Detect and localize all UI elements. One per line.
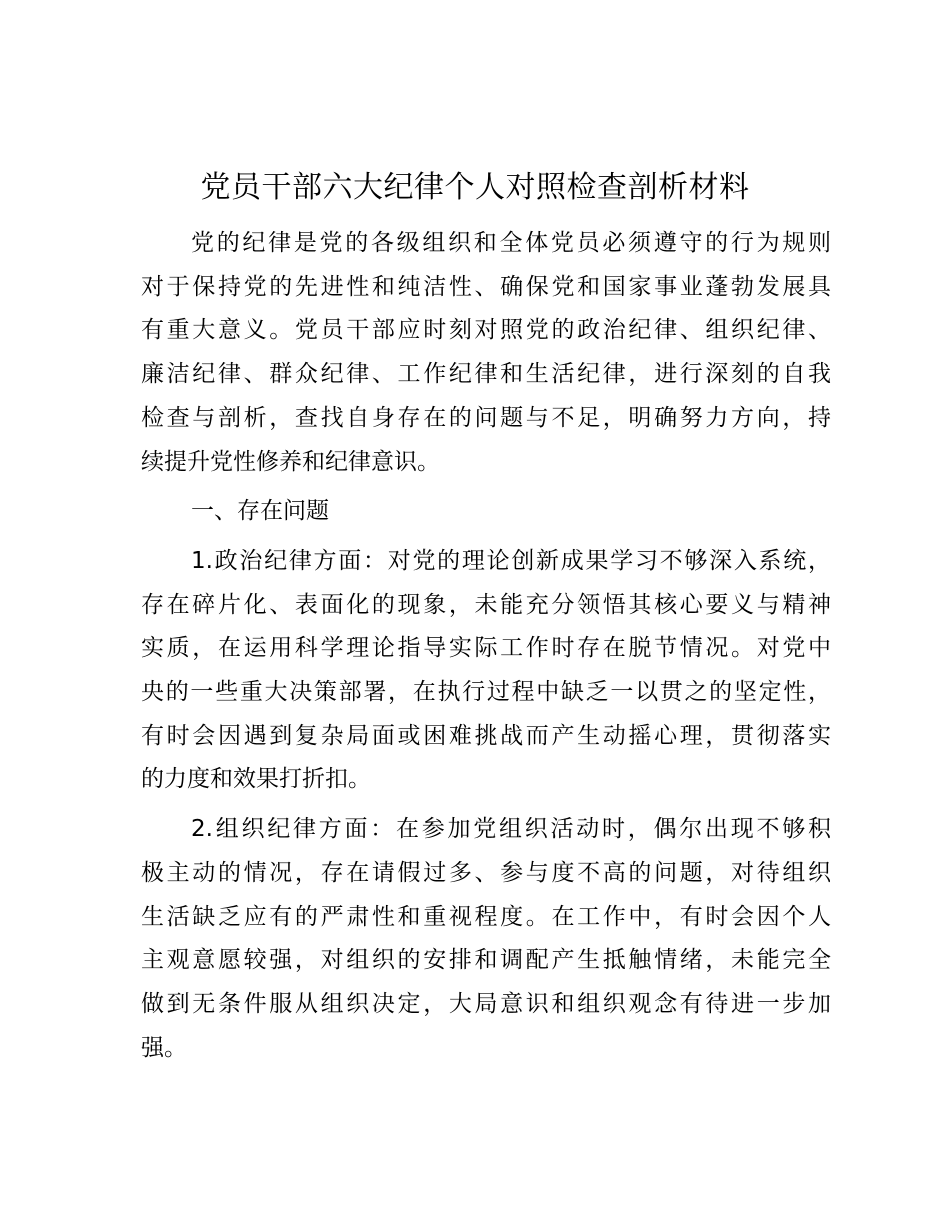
- text-line: 2.组织纪律方面：在参加党组织活动时，偶尔出现不够积: [191, 816, 831, 843]
- text-line: 党的纪律是党的各级组织和全体党员必须遵守的行为规则: [191, 230, 831, 256]
- text-line: 极主动的情况，存在请假过多、参与度不高的问题，对待组织: [141, 859, 831, 886]
- text-line: 存在碎片化、表面化的现象，未能充分领悟其核心要义与精神: [141, 591, 831, 618]
- text-line: 的力度和效果打折扣。: [141, 766, 371, 793]
- section-heading-text: 一、存在问题: [191, 498, 329, 525]
- document-title: 党员干部六大纪律个人对照检查剖析材料: [200, 170, 750, 205]
- organizational-discipline-paragraph: [141, 808, 831, 1070]
- text-line: 做到无条件服从组织决定，大局意识和组织观念有待进一步加: [141, 990, 831, 1017]
- intro-paragraph: [141, 222, 831, 484]
- text-line: 生活缺乏应有的严肃性和重视程度。在工作中，有时会因个人: [141, 903, 831, 930]
- text-line: 有重大意义。党员干部应时刻对照党的政治纪律、组织纪律、: [141, 317, 831, 344]
- document-body: [141, 222, 831, 1076]
- political-discipline-paragraph: [141, 540, 831, 802]
- text-line: 央的一些重大决策部署，在执行过程中缺乏一以贯之的坚定性，: [141, 679, 831, 706]
- text-line: 对于保持党的先进性和纯洁性、确保党和国家事业蓬勃发展具: [141, 273, 831, 300]
- text-line: 1.政治纪律方面：对党的理论创新成果学习不够深入系统，: [191, 547, 831, 574]
- text-line: 实质，在运用科学理论指导实际工作时存在脱节情况。对党中: [141, 635, 831, 662]
- text-line: 续提升党性修养和纪律意识。: [141, 448, 440, 475]
- text-line: 主观意愿较强，对组织的安排和调配产生抵触情绪，未能完全: [141, 947, 831, 974]
- text-line: 检查与剖析，查找自身存在的问题与不足，明确努力方向，持: [141, 404, 831, 431]
- text-line: 强。: [141, 1034, 187, 1061]
- section-heading: [141, 490, 831, 534]
- text-line: 廉洁纪律、群众纪律、工作纪律和生活纪律，进行深刻的自我: [141, 361, 831, 388]
- text-line: 有时会因遇到复杂局面或困难挑战而产生动摇心理，贯彻落实: [141, 722, 831, 749]
